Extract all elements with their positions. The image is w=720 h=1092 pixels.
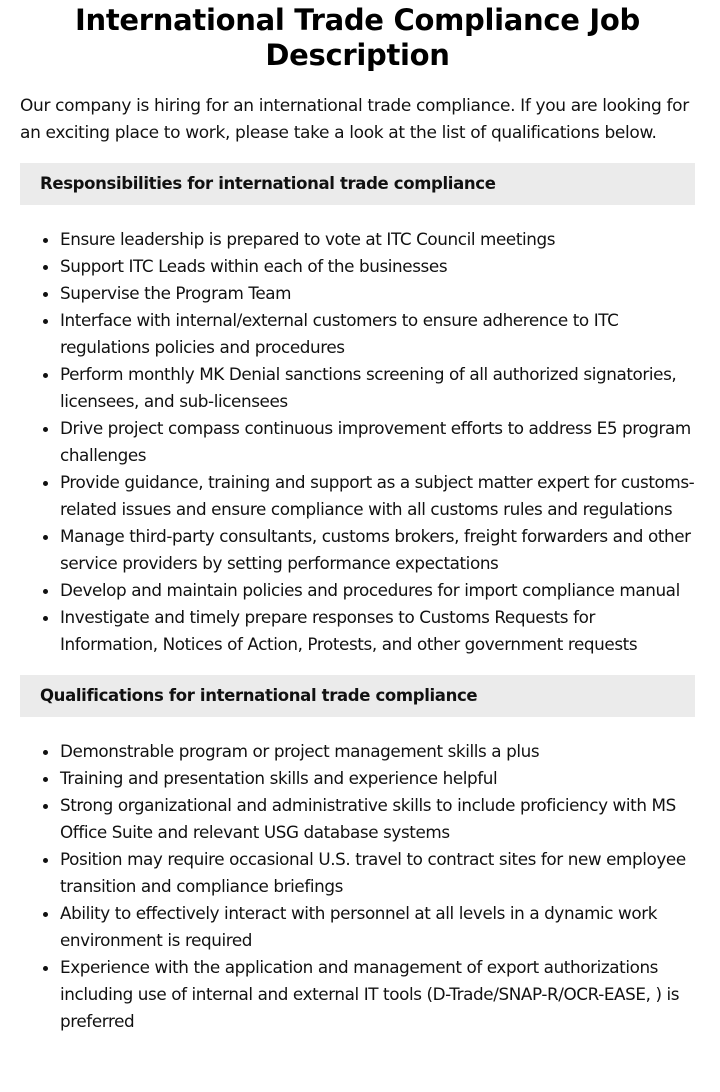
bullet-icon [43, 535, 48, 540]
list-item-text: Ability to effectively interact with personnel at all levels in a dynamic work environment is required [60, 903, 658, 950]
qualifications-heading: Qualifications for international trade compliance [20, 675, 695, 717]
bullet-icon [43, 265, 48, 270]
list-item-text: Experience with the application and management of export authorizations including use of internal and external IT tools (D-Trade/SNAP-R/OCR-EASE, ) is preferred [60, 957, 680, 1031]
list-item-text: Strong organizational and administrative skills to include proficiency with MS Office Suite and relevant USG database systems [60, 795, 676, 842]
list-item [20, 846, 695, 900]
list-item [20, 415, 695, 469]
bullet-icon [43, 292, 48, 297]
qualifications-list [20, 738, 695, 1035]
list-item [20, 280, 695, 307]
list-item-text: Position may require occasional U.S. travel to contract sites for new employee transition and compliance briefings [60, 849, 686, 896]
list-item-text: Support ITC Leads within each of the businesses [60, 256, 448, 276]
page-title: International Trade Compliance Job Description [75, 3, 640, 72]
list-item-text: Interface with internal/external customers to ensure adherence to ITC regulations policies and procedures [60, 310, 619, 357]
list-item [20, 604, 695, 658]
list-item [20, 738, 695, 765]
list-item [20, 765, 695, 792]
list-item [20, 469, 695, 523]
list-item [20, 900, 695, 954]
bullet-icon [43, 858, 48, 863]
list-item [20, 361, 695, 415]
list-item-text: Demonstrable program or project management skills a plus [60, 741, 540, 761]
intro-paragraph: Our company is hiring for an international trade compliance. If you are looking for an exciting place to work, please take a look at the list of qualifications below. [20, 96, 689, 143]
bullet-icon [43, 427, 48, 432]
bullet-icon [43, 238, 48, 243]
list-item [20, 226, 695, 253]
list-item [20, 253, 695, 280]
list-item-text: Manage third-party consultants, customs brokers, freight forwarders and other service providers by setting performance expectations [60, 526, 691, 573]
bullet-icon [43, 750, 48, 755]
bullet-icon [43, 912, 48, 917]
qualifications-section [20, 675, 695, 1035]
bullet-icon [43, 616, 48, 621]
list-item-text: Investigate and timely prepare responses to Customs Requests for Information, Notices of Action, Protests, and other government requests [60, 607, 638, 654]
list-item-text: Training and presentation skills and experience helpful [60, 768, 498, 788]
list-item [20, 577, 695, 604]
bullet-icon [43, 966, 48, 971]
bullet-icon [43, 589, 48, 594]
bullet-icon [43, 319, 48, 324]
bullet-icon [43, 373, 48, 378]
list-item-text: Drive project compass continuous improvement efforts to address E5 program challenges [60, 418, 691, 465]
bullet-icon [43, 804, 48, 809]
list-item [20, 307, 695, 361]
list-item [20, 792, 695, 846]
list-item [20, 954, 695, 1035]
list-item-text: Ensure leadership is prepared to vote at ITC Council meetings [60, 229, 556, 249]
responsibilities-section [20, 163, 695, 658]
list-item [20, 523, 695, 577]
list-item-text: Supervise the Program Team [60, 283, 292, 303]
list-item-text: Perform monthly MK Denial sanctions screening of all authorized signatories, licensees, and sub-licensees [60, 364, 677, 411]
responsibilities-list [20, 226, 695, 658]
list-item-text: Provide guidance, training and support as a subject matter expert for customs-related issues and ensure compliance with all customs rules and regulations [60, 472, 695, 519]
responsibilities-heading: Responsibilities for international trade compliance [20, 163, 695, 205]
bullet-icon [43, 777, 48, 782]
bullet-icon [43, 481, 48, 486]
list-item-text: Develop and maintain policies and procedures for import compliance manual [60, 580, 680, 600]
